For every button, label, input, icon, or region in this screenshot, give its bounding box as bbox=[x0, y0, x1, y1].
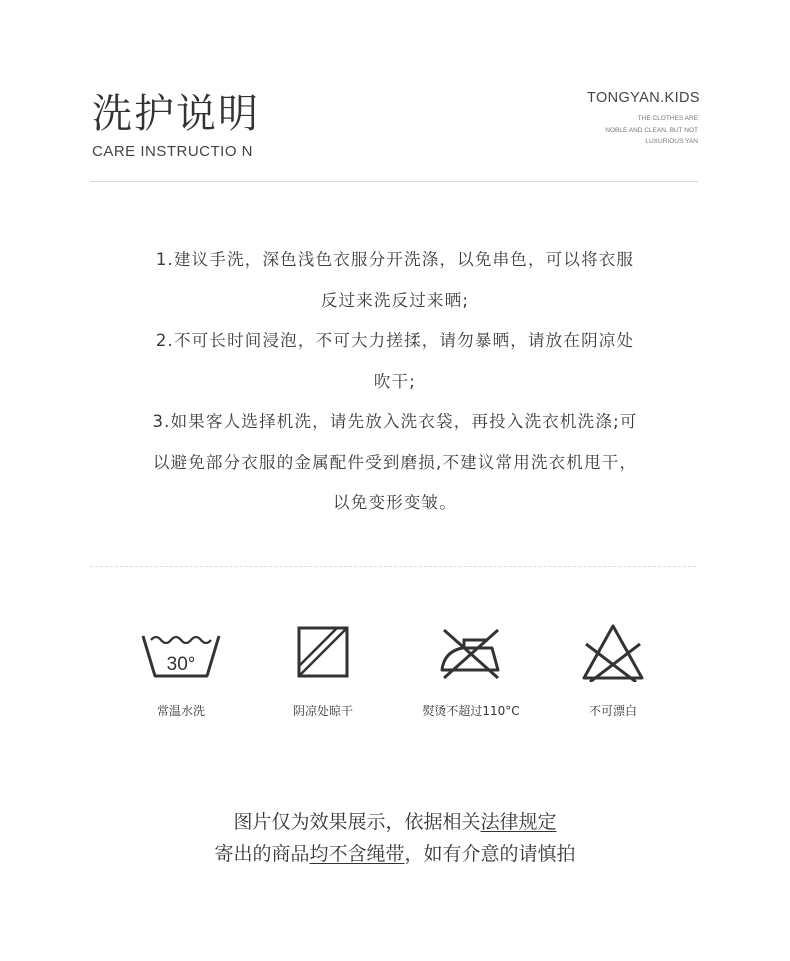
notice-emphasis: 法律规定 bbox=[480, 811, 557, 833]
page-subtitle: CARE INSTRUCTIO N bbox=[92, 143, 254, 160]
care-label-wash: 常温水洗 bbox=[156, 704, 205, 718]
care-label-iron: 熨烫不超过110°C bbox=[422, 704, 520, 718]
brand-name: TONGYAN.KIDS bbox=[586, 90, 700, 106]
care-symbol-bleach bbox=[553, 622, 673, 682]
instruction-line: 以免变形变皱。 bbox=[333, 493, 457, 512]
instruction-line: 3.如果客人选择机洗，请先放入洗衣袋，再投入洗衣机洗涤;可 bbox=[152, 412, 638, 431]
notice-emphasis: 均不含绳带 bbox=[309, 843, 405, 865]
divider-dashed bbox=[90, 566, 696, 567]
notice-line-1 bbox=[100, 806, 690, 838]
brand-tagline-2: NOBLE AND CLEAN, BUT NOT bbox=[605, 127, 698, 134]
notice-text: 图片仅为效果展示，依据相关 bbox=[233, 811, 481, 833]
care-label-shade-dry: 阴凉处晾干 bbox=[292, 704, 353, 718]
care-symbol-wash bbox=[121, 622, 241, 682]
care-symbol-iron bbox=[411, 622, 531, 682]
page-title: 洗护说明 bbox=[92, 91, 260, 137]
no-bleach-icon bbox=[580, 622, 646, 682]
brand-tagline-3: LUXURIOUS.YAN bbox=[645, 138, 698, 145]
wash-temp-badge: 30° bbox=[166, 654, 196, 675]
instruction-line: 2.不可长时间浸泡，不可大力搓揉，请勿暴晒，请放在阴凉处 bbox=[155, 331, 635, 350]
instruction-line: 1.建议手洗，深色浅色衣服分开洗涤，以免串色，可以将衣服 bbox=[155, 250, 635, 269]
notice-text: ，如有介意的请慎拍 bbox=[404, 843, 576, 865]
brand-tagline-1: THE CLOTHES ARE bbox=[637, 115, 698, 122]
wash-30-icon bbox=[141, 622, 221, 682]
dry-in-shade-icon bbox=[293, 622, 353, 682]
instruction-line: 以避免部分衣服的金属配件受到磨损,不建议常用洗衣机甩干， bbox=[152, 452, 638, 472]
no-iron-icon bbox=[436, 622, 506, 682]
divider-top bbox=[90, 181, 698, 182]
notice-line-2 bbox=[100, 838, 690, 870]
instruction-line: 反过来洗反过来晒; bbox=[320, 290, 470, 310]
care-label-bleach: 不可漂白 bbox=[588, 704, 637, 718]
care-symbol-shade-dry bbox=[263, 622, 383, 682]
instruction-line: 吹干; bbox=[373, 371, 417, 391]
notice-text: 寄出的商品 bbox=[214, 843, 310, 865]
instructions-text bbox=[100, 240, 690, 524]
